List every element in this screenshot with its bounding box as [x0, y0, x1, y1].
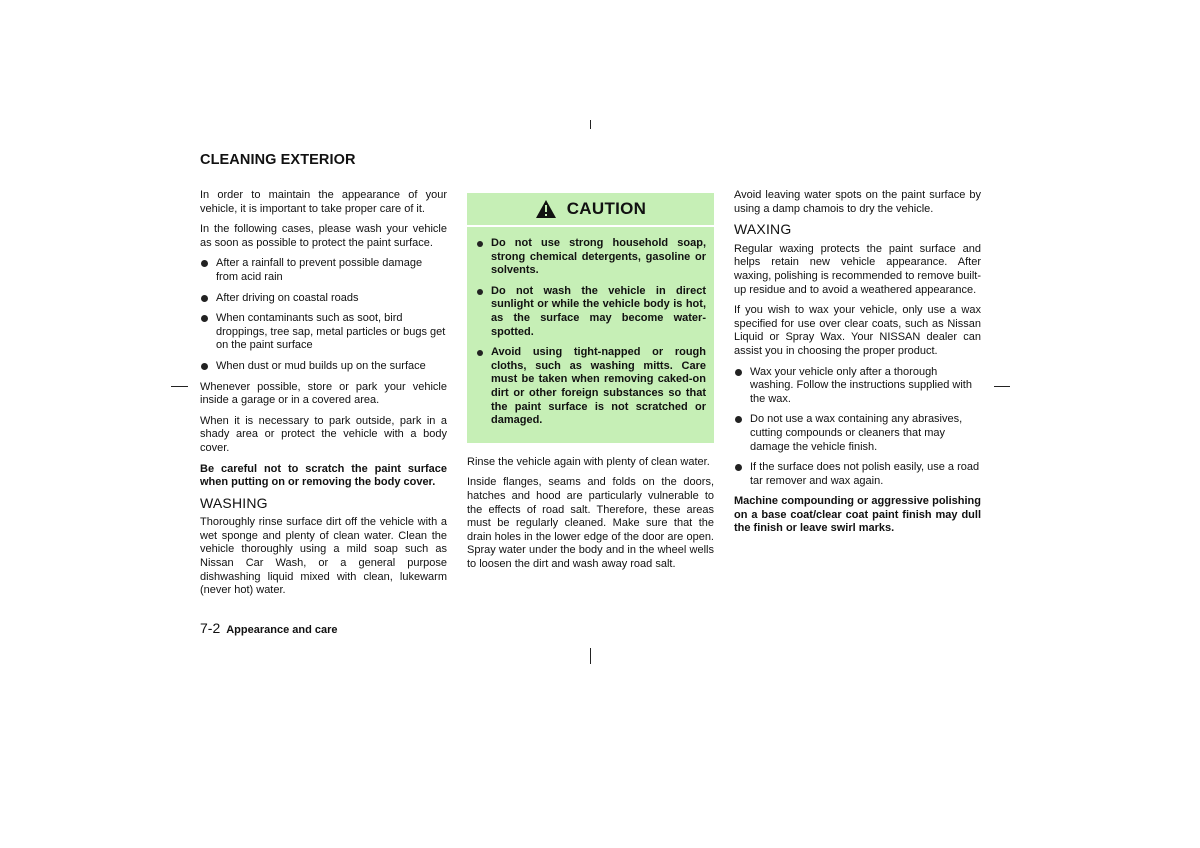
road-salt-paragraph: Inside flanges, seams and folds on the doors, hatches and hood are particularly vulnerable to the effects of road salt. Therefore, these areas must be regularly cleaned. Make sure that the drain holes in the lower edge of the door are open. Spray water under the body and in the wheel wells to loosen the dirt and wash away road salt.	[467, 476, 714, 570]
page-number: 7-2	[200, 620, 221, 636]
body-cover-warning: Be careful not to scratch the paint surface when putting on or removing the body cover.	[200, 462, 447, 489]
wax-type-paragraph: If you wish to wax your vehicle, only use a wax specified for use over clear coats, such as Nissan Liquid or Spray Wax. Your NISSAN dealer can assist you in choosing the proper product.	[734, 304, 981, 357]
page-footer	[200, 620, 338, 636]
column-middle	[467, 193, 714, 578]
bullet-icon	[735, 416, 742, 423]
washing-heading: WASHING	[200, 494, 268, 511]
wash-cases-list	[200, 257, 447, 373]
caution-box	[467, 193, 714, 443]
bullet-icon	[477, 350, 483, 356]
bullet-icon	[201, 315, 208, 322]
wash-cases-paragraph: In the following cases, please wash your vehicle as soon as possible to protect the paint surface.	[200, 223, 447, 249]
list-item: After driving on coastal roads	[200, 292, 447, 306]
crop-mark-bottom	[590, 648, 591, 664]
bullet-icon	[477, 241, 483, 247]
list-item: Do not wash the vehicle in direct sunlight or while the vehicle body is hot, as the surface may become water-spotted.	[475, 285, 706, 339]
column-left	[200, 189, 447, 605]
waxing-heading: WAXING	[734, 221, 792, 238]
bullet-icon	[735, 369, 742, 376]
bullet-icon	[201, 295, 208, 302]
water-spots-paragraph: Avoid leaving water spots on the paint surface by using a damp chamois to dry the vehicle.	[734, 189, 981, 215]
crop-mark-top	[590, 120, 591, 129]
washing-paragraph: Thoroughly rinse surface dirt off the vehicle with a wet sponge and plenty of clean water. Clean the vehicle thoroughly using a mild soap such as Nissan Car Wash, or a general purpose dishwashing liquid mixed with clean, lukewarm (never hot) water.	[200, 516, 447, 597]
list-item: When dust or mud builds up on the surface	[200, 360, 447, 374]
list-item: Do not use a wax containing any abrasives, cutting compounds or cleaners that may damage the vehicle finish.	[734, 413, 981, 454]
caution-header	[467, 193, 714, 227]
list-item: When contaminants such as soot, bird droppings, tree sap, metal particles or bugs get on the paint surface	[200, 312, 447, 353]
caution-list	[467, 227, 714, 428]
list-item: After a rainfall to prevent possible damage from acid rain	[200, 257, 447, 284]
waxing-list	[734, 366, 981, 489]
bullet-icon	[735, 464, 742, 471]
polishing-warning: Machine compounding or aggressive polishing on a base coat/clear coat paint finish may dull the finish or leave swirl marks.	[734, 495, 981, 535]
bullet-icon	[201, 260, 208, 267]
park-outside-paragraph: When it is necessary to park outside, park in a shady area or protect the vehicle with a body cover.	[200, 414, 447, 454]
warning-triangle-icon	[535, 199, 557, 219]
list-item: Avoid using tight-napped or rough cloths, such as washing mitts. Care must be taken when removing caked-on dirt or other foreign substances so that the paint surface is not scratched or damaged.	[475, 346, 706, 428]
list-item: Wax your vehicle only after a thorough washing. Follow the instructions supplied with the wax.	[734, 366, 981, 407]
crop-mark-right	[994, 386, 1010, 387]
crop-mark-left	[171, 386, 188, 387]
list-item: Do not use strong household soap, strong chemical detergents, gasoline or solvents.	[475, 237, 706, 278]
waxing-paragraph: Regular waxing protects the paint surface and helps retain new vehicle appearance. After waxing, polishing is recommended to remove built-up residue and to avoid a weathered appearance.	[734, 242, 982, 296]
bullet-icon	[201, 363, 208, 370]
bullet-icon	[477, 289, 483, 295]
caution-title: CAUTION	[566, 199, 647, 219]
rinse-paragraph: Rinse the vehicle again with plenty of clean water.	[467, 455, 710, 468]
storage-paragraph: Whenever possible, store or park your vehicle inside a garage or in a covered area.	[200, 380, 447, 407]
page-title: CLEANING EXTERIOR	[200, 152, 356, 168]
list-item: If the surface does not polish easily, use a road tar remover and wax again.	[734, 461, 981, 488]
column-right	[734, 189, 981, 543]
intro-paragraph: In order to maintain the appearance of your vehicle, it is important to take proper care of it.	[200, 189, 447, 215]
section-name: Appearance and care	[226, 624, 338, 636]
